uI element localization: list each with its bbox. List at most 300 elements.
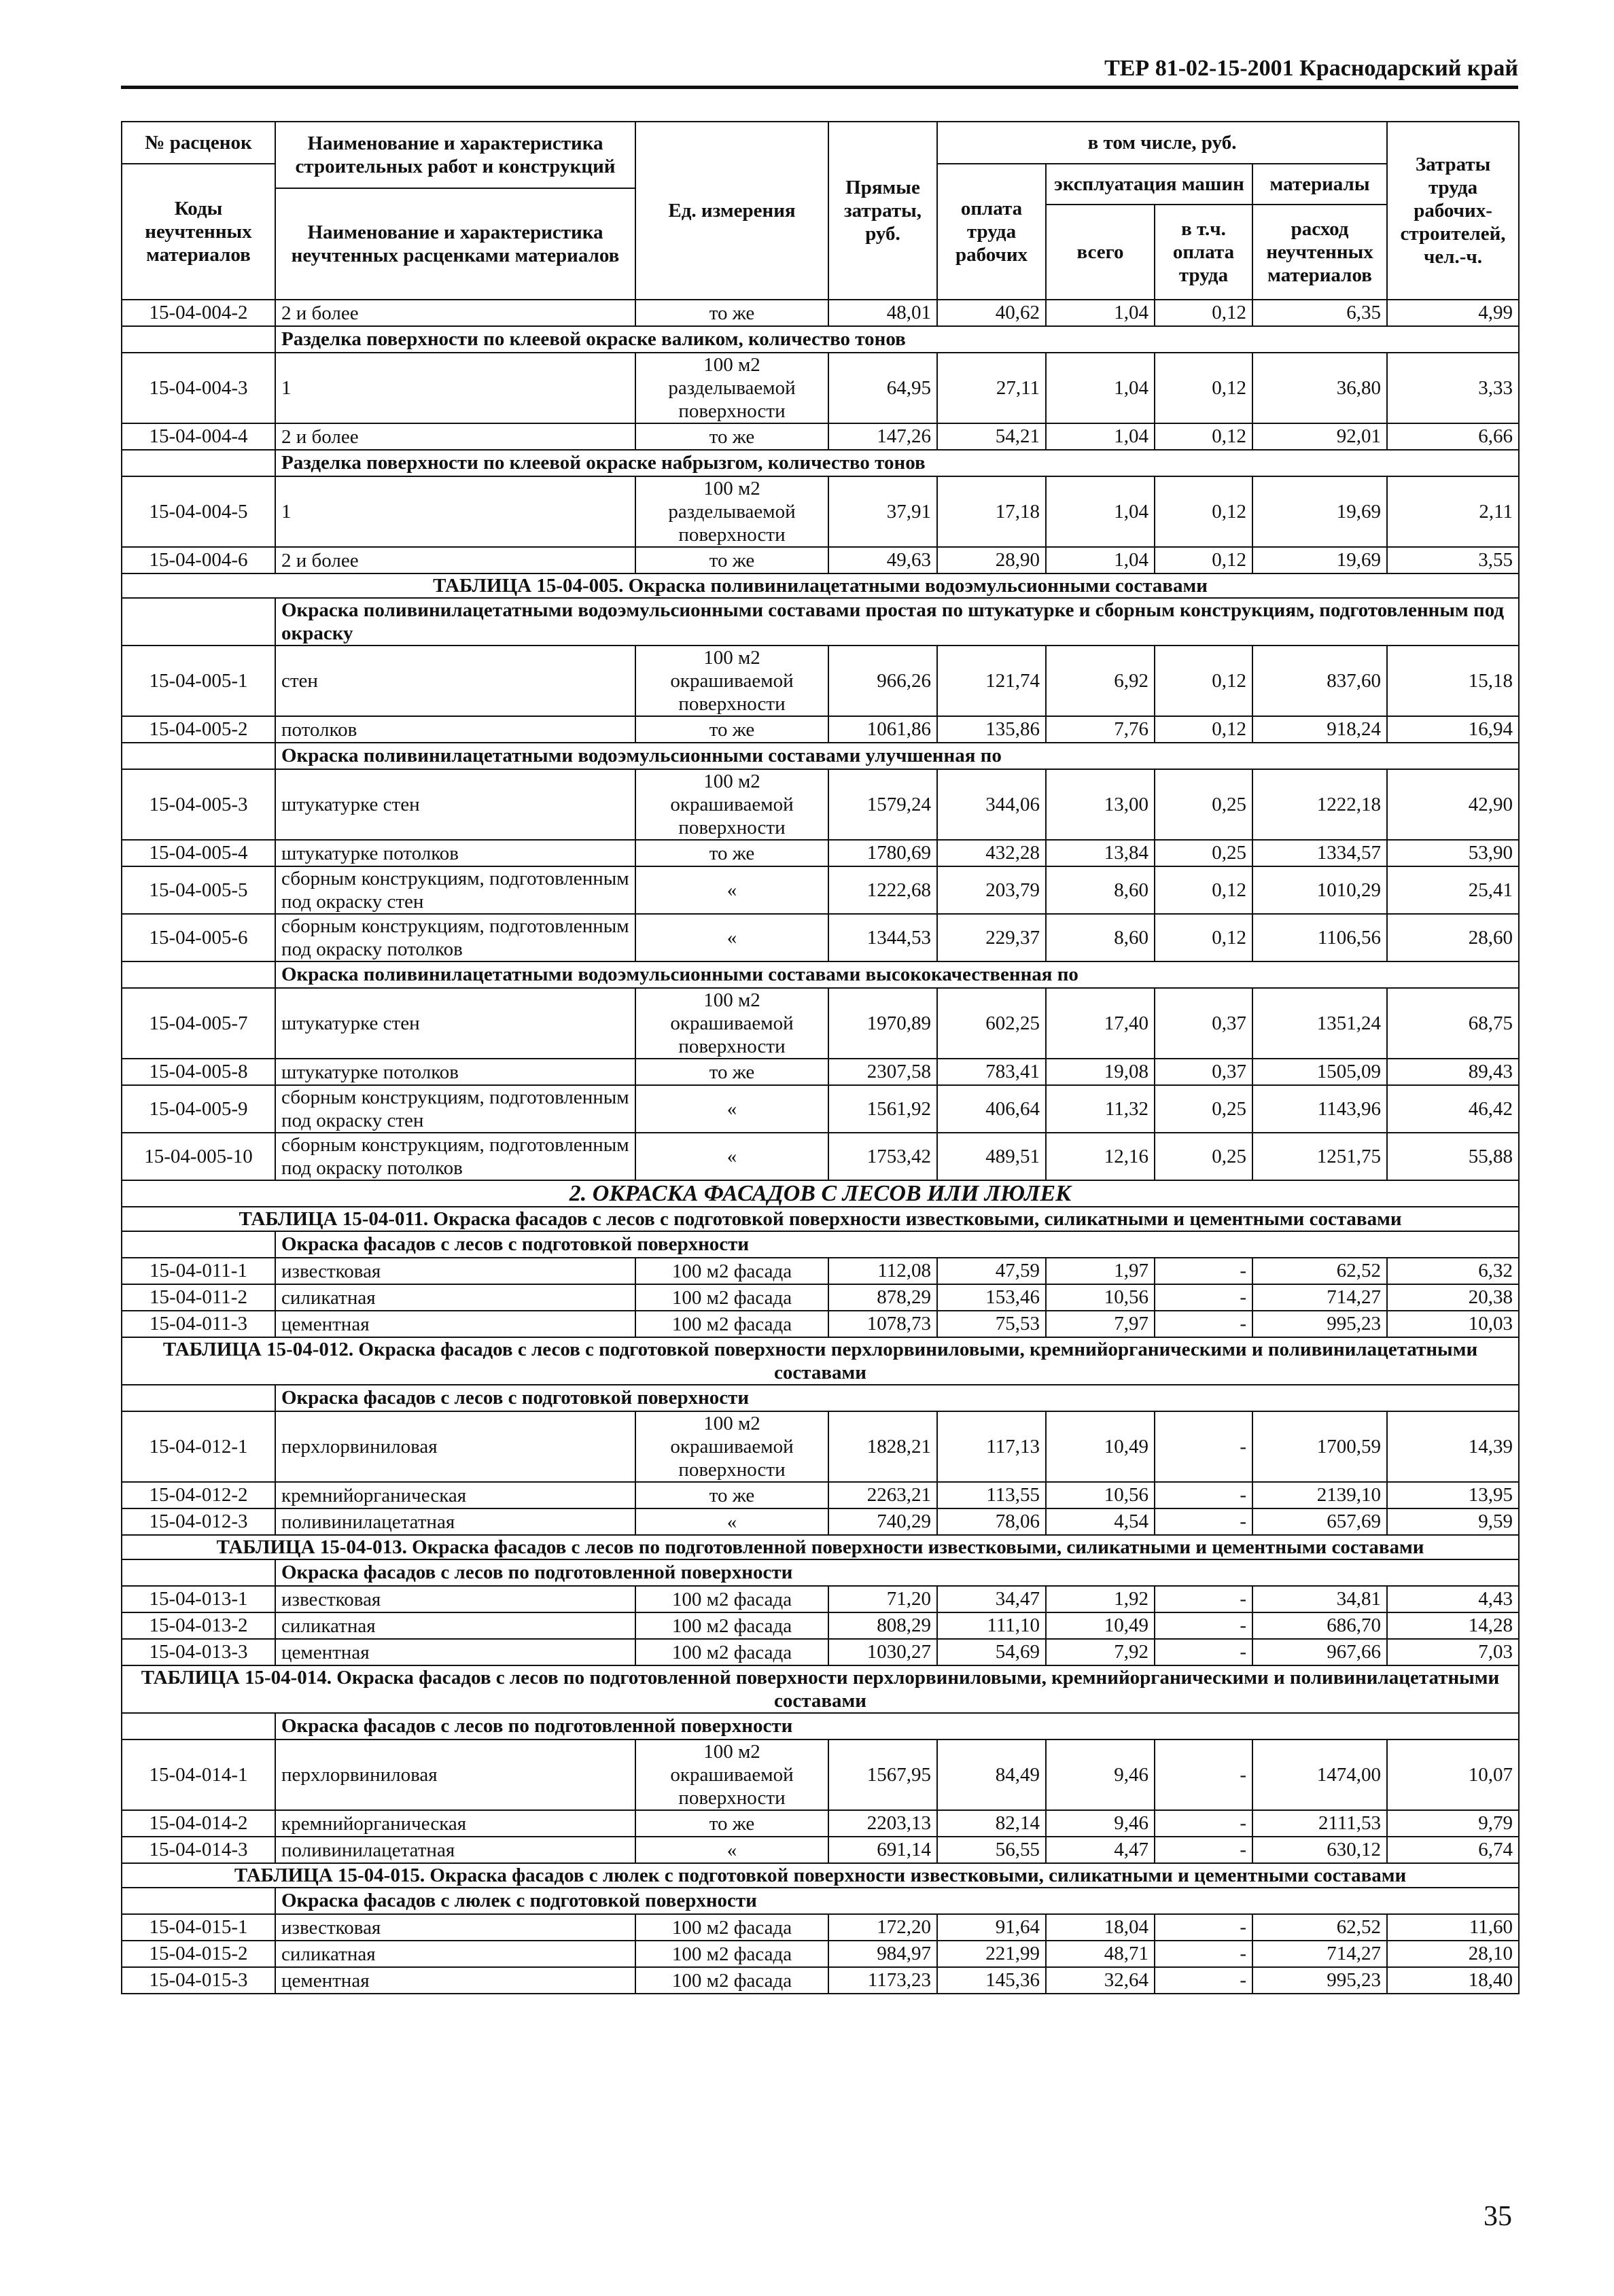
machinery-cost: 19,08 [1046,1059,1155,1085]
table-row [122,1837,1519,1863]
work-name: поливинилацетатная [275,1508,635,1535]
labor-hours: 6,32 [1387,1258,1519,1284]
direct-cost: 37,91 [828,476,937,547]
subsection-row [122,1888,1519,1914]
subsection-spacer [122,326,275,353]
wages-cost: 54,69 [937,1639,1046,1665]
direct-cost: 48,01 [828,300,937,326]
materials-cost: 62,52 [1252,1914,1387,1941]
col-header-mat-unacc: расход неучтенных материалов [1252,205,1387,300]
materials-cost: 2111,53 [1252,1810,1387,1837]
work-name: 2 и более [275,300,635,326]
machinery-cost: 48,71 [1046,1941,1155,1967]
machinery-cost: 11,32 [1046,1085,1155,1133]
table-row [122,300,1519,326]
machinery-cost: 1,04 [1046,547,1155,573]
table-row [122,1133,1519,1180]
machinery-wages: - [1155,1482,1252,1508]
subsection-spacer [122,1231,275,1258]
machinery-cost: 1,04 [1046,353,1155,423]
machinery-wages: 0,12 [1155,423,1252,450]
machinery-wages: 0,25 [1155,1085,1252,1133]
rate-code: 15-04-005-7 [122,988,275,1059]
col-header-name: Наименование и характеристика строительных работ и конструкций [275,122,635,188]
labor-hours: 7,03 [1387,1639,1519,1665]
direct-cost: 1780,69 [828,840,937,866]
table-caption: ТАБЛИЦА 15-04-015. Окраска фасадов с люлек с подготовкой поверхности известковыми, силикатными и цементными составами [122,1863,1519,1888]
table-row [122,866,1519,914]
machinery-wages: - [1155,1258,1252,1284]
wages-cost: 406,64 [937,1085,1046,1133]
rate-code: 15-04-014-1 [122,1739,275,1810]
machinery-cost: 10,56 [1046,1482,1155,1508]
col-header-incl: в том числе, руб. [937,122,1387,164]
direct-cost: 49,63 [828,547,937,573]
unit-of-measure: « [635,1837,828,1863]
machinery-cost: 13,84 [1046,840,1155,866]
wages-cost: 82,14 [937,1810,1046,1837]
work-name: известковая [275,1586,635,1612]
work-name: сборным конструкциям, подготовленным под окраску потолков [275,914,635,961]
direct-cost: 1561,92 [828,1085,937,1133]
machinery-wages: - [1155,1508,1252,1535]
rate-code: 15-04-005-5 [122,866,275,914]
machinery-wages: - [1155,1586,1252,1612]
machinery-cost: 18,04 [1046,1914,1155,1941]
unit-of-measure: то же [635,423,828,450]
table-row [122,1411,1519,1482]
subsection-spacer [122,1713,275,1739]
materials-cost: 1010,29 [1252,866,1387,914]
rate-code: 15-04-014-2 [122,1810,275,1837]
table-caption: ТАБЛИЦА 15-04-014. Окраска фасадов с лесов по подготовленной поверхности перхлорвиниловыми, кремнийорганическими и поливинилацетатными составами [122,1665,1519,1713]
direct-cost: 2263,21 [828,1482,937,1508]
labor-hours: 6,74 [1387,1837,1519,1863]
materials-cost: 714,27 [1252,1941,1387,1967]
direct-cost: 172,20 [828,1914,937,1941]
direct-cost: 2307,58 [828,1059,937,1085]
materials-cost: 1143,96 [1252,1085,1387,1133]
rate-code: 15-04-015-3 [122,1967,275,1994]
labor-hours: 42,90 [1387,769,1519,840]
wages-cost: 75,53 [937,1311,1046,1337]
wages-cost: 17,18 [937,476,1046,547]
unit-of-measure: 100 м2 фасада [635,1941,828,1967]
work-name: перхлорвиниловая [275,1411,635,1482]
wages-cost: 78,06 [937,1508,1046,1535]
wages-cost: 221,99 [937,1941,1046,1967]
machinery-cost: 10,49 [1046,1612,1155,1639]
machinery-wages: - [1155,1311,1252,1337]
rate-code: 15-04-015-2 [122,1941,275,1967]
subsection-title: Окраска поливинилацетатными водоэмульсионными составами простая по штукатурке и сборным конструкциям, подготовленным под окраску [275,598,1519,646]
unit-of-measure: то же [635,840,828,866]
direct-cost: 147,26 [828,423,937,450]
machinery-cost: 10,56 [1046,1284,1155,1311]
rate-code: 15-04-005-4 [122,840,275,866]
labor-hours: 3,55 [1387,547,1519,573]
machinery-cost: 12,16 [1046,1133,1155,1180]
work-name: известковая [275,1914,635,1941]
wages-cost: 602,25 [937,988,1046,1059]
wages-cost: 432,28 [937,840,1046,866]
labor-hours: 14,28 [1387,1612,1519,1639]
machinery-wages: 0,12 [1155,476,1252,547]
labor-hours: 11,60 [1387,1914,1519,1941]
unit-of-measure: 100 м2 окрашиваемой поверхности [635,1411,828,1482]
table-row [122,476,1519,547]
labor-hours: 6,66 [1387,423,1519,450]
unit-of-measure: 100 м2 фасада [635,1311,828,1337]
machinery-cost: 1,04 [1046,476,1155,547]
materials-cost: 1474,00 [1252,1739,1387,1810]
work-name: штукатурке стен [275,988,635,1059]
machinery-cost: 13,00 [1046,769,1155,840]
col-header-mat: материалы [1252,164,1387,205]
machinery-cost: 7,76 [1046,716,1155,743]
table-row [122,1739,1519,1810]
wages-cost: 344,06 [937,769,1046,840]
rates-table-container [121,121,1518,1994]
wages-cost: 117,13 [937,1411,1046,1482]
machinery-cost: 7,97 [1046,1311,1155,1337]
labor-hours: 10,07 [1387,1739,1519,1810]
unit-of-measure: то же [635,300,828,326]
labor-hours: 3,33 [1387,353,1519,423]
labor-hours: 4,43 [1387,1586,1519,1612]
table-caption-row [122,1863,1519,1888]
labor-hours: 13,95 [1387,1482,1519,1508]
labor-hours: 20,38 [1387,1284,1519,1311]
materials-cost: 657,69 [1252,1508,1387,1535]
machinery-cost: 9,46 [1046,1739,1155,1810]
unit-of-measure: 100 м2 фасада [635,1639,828,1665]
page-number: 35 [1484,2201,1512,2232]
rate-code: 15-04-004-6 [122,547,275,573]
rate-code: 15-04-005-8 [122,1059,275,1085]
rate-code: 15-04-005-10 [122,1133,275,1180]
rate-code: 15-04-012-1 [122,1411,275,1482]
labor-hours: 2,11 [1387,476,1519,547]
subsection-row [122,743,1519,769]
table-caption-row [122,1337,1519,1385]
materials-cost: 1505,09 [1252,1059,1387,1085]
materials-cost: 1222,18 [1252,769,1387,840]
labor-hours: 10,03 [1387,1311,1519,1337]
materials-cost: 34,81 [1252,1586,1387,1612]
machinery-cost: 17,40 [1046,988,1155,1059]
table-row [122,716,1519,743]
materials-cost: 714,27 [1252,1284,1387,1311]
wages-cost: 203,79 [937,866,1046,914]
rate-code: 15-04-005-2 [122,716,275,743]
labor-hours: 55,88 [1387,1133,1519,1180]
machinery-wages: 0,12 [1155,300,1252,326]
direct-cost: 984,97 [828,1941,937,1967]
direct-cost: 740,29 [828,1508,937,1535]
work-name: цементная [275,1967,635,1994]
unit-of-measure: 100 м2 разделываемой поверхности [635,476,828,547]
work-name: 1 [275,476,635,547]
subsection-title: Окраска фасадов с лесов по подготовленной поверхности [275,1713,1519,1739]
direct-cost: 808,29 [828,1612,937,1639]
labor-hours: 25,41 [1387,866,1519,914]
section-row [122,1180,1519,1207]
subsection-title: Окраска поливинилацетатными водоэмульсионными составами высококачественная по [275,961,1519,988]
materials-cost: 19,69 [1252,547,1387,573]
unit-of-measure: 100 м2 окрашиваемой поверхности [635,1739,828,1810]
machinery-wages: - [1155,1739,1252,1810]
machinery-wages: - [1155,1837,1252,1863]
work-name: цементная [275,1311,635,1337]
table-row [122,353,1519,423]
unit-of-measure: 100 м2 фасада [635,1612,828,1639]
labor-hours: 14,39 [1387,1411,1519,1482]
direct-cost: 1222,68 [828,866,937,914]
rate-code: 15-04-013-2 [122,1612,275,1639]
work-name: 1 [275,353,635,423]
unit-of-measure: « [635,914,828,961]
subsection-title: Окраска фасадов с лесов с подготовкой поверхности [275,1385,1519,1411]
unit-of-measure: 100 м2 фасада [635,1586,828,1612]
col-header-code: Коды неучтенных материалов [122,164,275,300]
table-row [122,1639,1519,1665]
machinery-wages: 0,25 [1155,840,1252,866]
work-name: кремнийорганическая [275,1810,635,1837]
rate-code: 15-04-004-2 [122,300,275,326]
col-header-name2: Наименование и характеристика неучтенных расценками материалов [275,188,635,300]
rate-code: 15-04-005-6 [122,914,275,961]
subsection-title: Разделка поверхности по клеевой окраске набрызгом, количество тонов [275,450,1519,476]
wages-cost: 40,62 [937,300,1046,326]
table-body [122,300,1519,1994]
subsection-spacer [122,450,275,476]
table-row [122,1059,1519,1085]
wages-cost: 27,11 [937,353,1046,423]
direct-cost: 1579,24 [828,769,937,840]
table-row [122,1586,1519,1612]
subsection-title: Окраска фасадов с люлек с подготовкой поверхности [275,1888,1519,1914]
subsection-spacer [122,1385,275,1411]
unit-of-measure: то же [635,1059,828,1085]
machinery-wages: 0,25 [1155,769,1252,840]
machinery-wages: 0,25 [1155,1133,1252,1180]
table-caption: ТАБЛИЦА 15-04-011. Окраска фасадов с лесов с подготовкой поверхности известковыми, силикатными и цементными составами [122,1207,1519,1231]
work-name: стен [275,646,635,716]
subsection-row [122,1713,1519,1739]
subsection-row [122,1559,1519,1586]
unit-of-measure: 100 м2 окрашиваемой поверхности [635,769,828,840]
table-caption-row [122,1665,1519,1713]
rates-table [121,121,1520,1994]
unit-of-measure: 100 м2 фасада [635,1914,828,1941]
table-row [122,1941,1519,1967]
table-row [122,1508,1519,1535]
rate-code: 15-04-013-1 [122,1586,275,1612]
unit-of-measure: 100 м2 окрашиваемой поверхности [635,988,828,1059]
table-caption: ТАБЛИЦА 15-04-012. Окраска фасадов с лесов с подготовкой поверхности перхлорвиниловыми, кремнийорганическими и поливинилацетатными составами [122,1337,1519,1385]
work-name: штукатурке стен [275,769,635,840]
unit-of-measure: « [635,1508,828,1535]
machinery-wages: 0,12 [1155,353,1252,423]
rate-code: 15-04-015-1 [122,1914,275,1941]
direct-cost: 966,26 [828,646,937,716]
table-header [122,122,1519,300]
wages-cost: 135,86 [937,716,1046,743]
labor-hours: 28,60 [1387,914,1519,961]
materials-cost: 2139,10 [1252,1482,1387,1508]
machinery-wages: - [1155,1941,1252,1967]
materials-cost: 1106,56 [1252,914,1387,961]
wages-cost: 229,37 [937,914,1046,961]
subsection-row [122,450,1519,476]
col-header-mach-total: всего [1046,205,1155,300]
machinery-cost: 6,92 [1046,646,1155,716]
work-name: 2 и более [275,423,635,450]
materials-cost: 967,66 [1252,1639,1387,1665]
machinery-cost: 9,46 [1046,1810,1155,1837]
subsection-spacer [122,1559,275,1586]
work-name: потолков [275,716,635,743]
direct-cost: 71,20 [828,1586,937,1612]
machinery-cost: 32,64 [1046,1967,1155,1994]
unit-of-measure: « [635,866,828,914]
col-header-unit: Ед. измерения [635,122,828,300]
unit-of-measure: « [635,1085,828,1133]
rate-code: 15-04-004-3 [122,353,275,423]
subsection-spacer [122,598,275,646]
labor-hours: 9,59 [1387,1508,1519,1535]
materials-cost: 1334,57 [1252,840,1387,866]
labor-hours: 28,10 [1387,1941,1519,1967]
materials-cost: 1700,59 [1252,1411,1387,1482]
machinery-wages: 0,12 [1155,716,1252,743]
unit-of-measure: то же [635,1482,828,1508]
machinery-cost: 7,92 [1046,1639,1155,1665]
rate-code: 15-04-011-3 [122,1311,275,1337]
labor-hours: 68,75 [1387,988,1519,1059]
machinery-wages: 0,12 [1155,547,1252,573]
machinery-wages: - [1155,1639,1252,1665]
col-header-direct: Прямые затраты, руб. [828,122,937,300]
table-row [122,840,1519,866]
table-row [122,769,1519,840]
unit-of-measure: то же [635,1810,828,1837]
machinery-wages: - [1155,1810,1252,1837]
materials-cost: 36,80 [1252,353,1387,423]
unit-of-measure: 100 м2 разделываемой поверхности [635,353,828,423]
wages-cost: 121,74 [937,646,1046,716]
direct-cost: 691,14 [828,1837,937,1863]
subsection-spacer [122,743,275,769]
document-title: ТЕР 81-02-15-2001 Краснодарский край [1104,56,1518,81]
machinery-wages: - [1155,1612,1252,1639]
subsection-title: Окраска поливинилацетатными водоэмульсионными составами улучшенная по [275,743,1519,769]
materials-cost: 1351,24 [1252,988,1387,1059]
labor-hours: 9,79 [1387,1810,1519,1837]
direct-cost: 112,08 [828,1258,937,1284]
materials-cost: 630,12 [1252,1837,1387,1863]
direct-cost: 1753,42 [828,1133,937,1180]
machinery-cost: 8,60 [1046,866,1155,914]
work-name: поливинилацетатная [275,1837,635,1863]
page-header [121,49,1518,89]
table-caption-row [122,1535,1519,1559]
machinery-cost: 10,49 [1046,1411,1155,1482]
labor-hours: 53,90 [1387,840,1519,866]
unit-of-measure: « [635,1133,828,1180]
wages-cost: 34,47 [937,1586,1046,1612]
table-caption-row [122,1207,1519,1231]
labor-hours: 4,99 [1387,300,1519,326]
direct-cost: 1344,53 [828,914,937,961]
work-name: силикатная [275,1612,635,1639]
wages-cost: 54,21 [937,423,1046,450]
table-row [122,646,1519,716]
machinery-cost: 4,54 [1046,1508,1155,1535]
col-header-num: № расценок [122,122,275,164]
machinery-wages: - [1155,1411,1252,1482]
work-name: сборным конструкциям, подготовленным под окраску стен [275,866,635,914]
wages-cost: 47,59 [937,1258,1046,1284]
work-name: перхлорвиниловая [275,1739,635,1810]
wages-cost: 783,41 [937,1059,1046,1085]
table-row [122,1967,1519,1994]
subsection-row [122,326,1519,353]
labor-hours: 46,42 [1387,1085,1519,1133]
unit-of-measure: то же [635,716,828,743]
subsection-spacer [122,1888,275,1914]
rate-code: 15-04-014-3 [122,1837,275,1863]
machinery-wages: 0,12 [1155,646,1252,716]
table-row [122,914,1519,961]
materials-cost: 6,35 [1252,300,1387,326]
rate-code: 15-04-012-2 [122,1482,275,1508]
machinery-wages: 0,12 [1155,914,1252,961]
direct-cost: 1078,73 [828,1311,937,1337]
machinery-cost: 1,04 [1046,300,1155,326]
labor-hours: 18,40 [1387,1967,1519,1994]
table-caption: ТАБЛИЦА 15-04-013. Окраска фасадов с лесов по подготовленной поверхности известковыми, силикатными и цементными составами [122,1535,1519,1559]
subsection-title: Окраска фасадов с лесов с подготовкой поверхности [275,1231,1519,1258]
materials-cost: 918,24 [1252,716,1387,743]
labor-hours: 89,43 [1387,1059,1519,1085]
work-name: штукатурке потолков [275,840,635,866]
machinery-cost: 1,04 [1046,423,1155,450]
table-row [122,1612,1519,1639]
table-row [122,547,1519,573]
subsection-row [122,961,1519,988]
machinery-wages: - [1155,1284,1252,1311]
table-row [122,1914,1519,1941]
rate-code: 15-04-011-2 [122,1284,275,1311]
table-row [122,1482,1519,1508]
subsection-title: Окраска фасадов с лесов по подготовленной поверхности [275,1559,1519,1586]
materials-cost: 837,60 [1252,646,1387,716]
work-name: силикатная [275,1284,635,1311]
machinery-wages: 0,37 [1155,1059,1252,1085]
unit-of-measure: 100 м2 окрашиваемой поверхности [635,646,828,716]
col-header-wages: оплата труда рабочих [937,164,1046,300]
wages-cost: 113,55 [937,1482,1046,1508]
direct-cost: 1173,23 [828,1967,937,1994]
materials-cost: 62,52 [1252,1258,1387,1284]
rate-code: 15-04-005-1 [122,646,275,716]
rate-code: 15-04-013-3 [122,1639,275,1665]
table-row [122,1258,1519,1284]
wages-cost: 489,51 [937,1133,1046,1180]
materials-cost: 92,01 [1252,423,1387,450]
